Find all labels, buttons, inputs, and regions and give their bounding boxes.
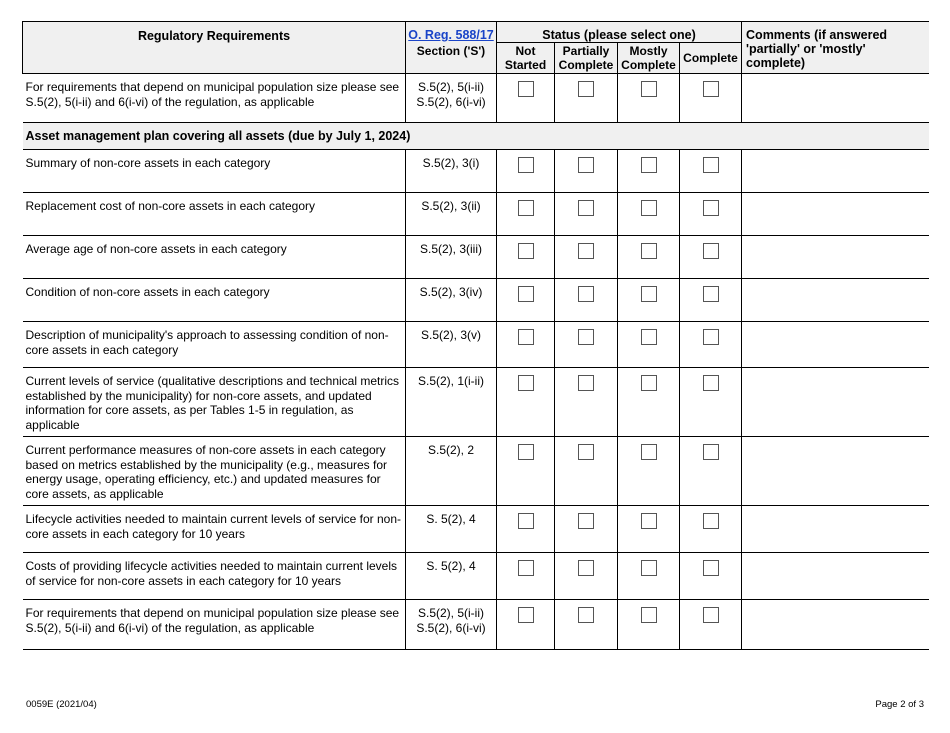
table-row bbox=[23, 322, 929, 368]
checkbox-cell bbox=[555, 553, 618, 600]
page-number: Page 2 of 3 bbox=[875, 699, 924, 710]
status-not-started: Not Started bbox=[497, 43, 555, 74]
status-complete: Complete bbox=[680, 43, 742, 74]
checkbox-cell bbox=[497, 279, 555, 322]
checkbox-cell bbox=[497, 193, 555, 236]
table-row bbox=[23, 150, 929, 193]
checkbox-mostly-complete[interactable] bbox=[641, 200, 657, 216]
checkbox-cell bbox=[497, 553, 555, 600]
table-row bbox=[23, 74, 929, 123]
checkbox-cell bbox=[497, 74, 555, 123]
requirement-text: Costs of providing lifecycle activities needed to maintain current levels of service for non-core assets in each category for 10 years bbox=[23, 553, 406, 600]
header-section: Section ('S') bbox=[406, 43, 497, 74]
checkbox-mostly-complete[interactable] bbox=[641, 286, 657, 302]
checkbox-not-started[interactable] bbox=[518, 243, 534, 259]
section-ref: S.5(2), 3(ii) bbox=[406, 193, 497, 236]
checkbox-cell bbox=[618, 322, 680, 368]
checkbox-partially-complete[interactable] bbox=[578, 560, 594, 576]
checkbox-complete[interactable] bbox=[703, 513, 719, 529]
comments-cell[interactable] bbox=[742, 506, 929, 553]
section-ref: S.5(2), 3(i) bbox=[406, 150, 497, 193]
section-ref: S. 5(2), 4 bbox=[406, 506, 497, 553]
requirement-text: Current levels of service (qualitative descriptions and technical metrics established by the municipality) for non-core assets, and updated information for core assets, as per Tables 1-5 in regulation, as applicable bbox=[23, 368, 406, 437]
checkbox-cell bbox=[555, 600, 618, 650]
comments-line-1: Comments (if answered bbox=[746, 28, 888, 42]
checkbox-mostly-complete[interactable] bbox=[641, 444, 657, 460]
checkbox-cell bbox=[497, 506, 555, 553]
table-row bbox=[23, 437, 929, 506]
requirement-text: Average age of non-core assets in each category bbox=[23, 236, 406, 279]
section-ref: S.5(2), 5(i-ii) S.5(2), 6(i-vi) bbox=[406, 600, 497, 650]
section-heading: Asset management plan covering all assets (due by July 1, 2024) bbox=[23, 123, 929, 150]
comments-cell[interactable] bbox=[742, 553, 929, 600]
checkbox-complete[interactable] bbox=[703, 286, 719, 302]
checkbox-not-started[interactable] bbox=[518, 81, 534, 97]
checkbox-cell bbox=[555, 437, 618, 506]
checkbox-partially-complete[interactable] bbox=[578, 329, 594, 345]
section-ref: S.5(2), 5(i-ii) S.5(2), 6(i-vi) bbox=[406, 74, 497, 123]
section-heading-row bbox=[23, 123, 929, 150]
checkbox-complete[interactable] bbox=[703, 157, 719, 173]
checkbox-cell bbox=[497, 368, 555, 437]
checkbox-complete[interactable] bbox=[703, 560, 719, 576]
regulation-link[interactable]: O. Reg. 588/17 bbox=[408, 28, 494, 42]
checkbox-cell bbox=[555, 279, 618, 322]
checkbox-cell bbox=[680, 506, 742, 553]
checkbox-complete[interactable] bbox=[703, 375, 719, 391]
checkbox-complete[interactable] bbox=[703, 607, 719, 623]
checkbox-complete[interactable] bbox=[703, 329, 719, 345]
checkbox-cell bbox=[618, 437, 680, 506]
checkbox-cell bbox=[680, 368, 742, 437]
checkbox-mostly-complete[interactable] bbox=[641, 81, 657, 97]
table-row bbox=[23, 193, 929, 236]
checkbox-cell bbox=[618, 193, 680, 236]
checkbox-cell bbox=[618, 553, 680, 600]
checkbox-cell bbox=[618, 74, 680, 123]
checkbox-not-started[interactable] bbox=[518, 286, 534, 302]
checkbox-not-started[interactable] bbox=[518, 157, 534, 173]
section-ref: S.5(2), 2 bbox=[406, 437, 497, 506]
section-ref: S.5(2), 3(iv) bbox=[406, 279, 497, 322]
requirement-text: Replacement cost of non-core assets in each category bbox=[23, 193, 406, 236]
checkbox-mostly-complete[interactable] bbox=[641, 375, 657, 391]
checkbox-cell bbox=[680, 600, 742, 650]
checkbox-cell bbox=[555, 236, 618, 279]
status-mostly-complete: Mostly Complete bbox=[618, 43, 680, 74]
checkbox-cell bbox=[618, 150, 680, 193]
checkbox-partially-complete[interactable] bbox=[578, 243, 594, 259]
comments-cell[interactable] bbox=[742, 193, 929, 236]
checkbox-mostly-complete[interactable] bbox=[641, 607, 657, 623]
form-number: 0059E (2021/04) bbox=[26, 699, 97, 710]
checkbox-cell bbox=[680, 74, 742, 123]
comments-line-2: 'partially' or 'mostly' complete) bbox=[746, 42, 866, 70]
checkbox-cell bbox=[618, 236, 680, 279]
checkbox-mostly-complete[interactable] bbox=[641, 157, 657, 173]
section-ref: S. 5(2), 4 bbox=[406, 553, 497, 600]
requirement-text: Condition of non-core assets in each category bbox=[23, 279, 406, 322]
checkbox-cell bbox=[680, 150, 742, 193]
checkbox-cell bbox=[680, 322, 742, 368]
header-comments bbox=[742, 22, 929, 74]
table-row bbox=[23, 506, 929, 553]
checkbox-cell bbox=[555, 150, 618, 193]
checkbox-cell bbox=[497, 600, 555, 650]
requirement-text: Summary of non-core assets in each category bbox=[23, 150, 406, 193]
checkbox-cell bbox=[618, 279, 680, 322]
checkbox-not-started[interactable] bbox=[518, 513, 534, 529]
checkbox-partially-complete[interactable] bbox=[578, 607, 594, 623]
requirement-text: For requirements that depend on municipal population size please see S.5(2), 5(i-ii) and 6(i-vi) of the regulation, as applicable bbox=[23, 74, 406, 123]
checkbox-not-started[interactable] bbox=[518, 607, 534, 623]
header-requirements: Regulatory Requirements bbox=[23, 22, 406, 74]
table-row bbox=[23, 236, 929, 279]
header-regulation-cell bbox=[406, 22, 497, 43]
requirement-text: Lifecycle activities needed to maintain current levels of service for non-core assets in each category for 10 years bbox=[23, 506, 406, 553]
checkbox-complete[interactable] bbox=[703, 200, 719, 216]
checkbox-cell bbox=[555, 506, 618, 553]
checkbox-cell bbox=[618, 600, 680, 650]
checkbox-cell bbox=[680, 553, 742, 600]
checkbox-cell bbox=[497, 236, 555, 279]
checkbox-cell bbox=[618, 368, 680, 437]
checkbox-cell bbox=[680, 236, 742, 279]
checkbox-cell bbox=[555, 368, 618, 437]
comments-cell[interactable] bbox=[742, 322, 929, 368]
table-row bbox=[23, 600, 929, 650]
checkbox-cell bbox=[555, 322, 618, 368]
checkbox-not-started[interactable] bbox=[518, 444, 534, 460]
checkbox-cell bbox=[497, 437, 555, 506]
comments-cell[interactable] bbox=[742, 236, 929, 279]
comments-cell[interactable] bbox=[742, 437, 929, 506]
checkbox-mostly-complete[interactable] bbox=[641, 329, 657, 345]
table-row bbox=[23, 279, 929, 322]
section-ref: S.5(2), 1(i-ii) bbox=[406, 368, 497, 437]
checkbox-partially-complete[interactable] bbox=[578, 81, 594, 97]
comments-cell[interactable] bbox=[742, 600, 929, 650]
table-row bbox=[23, 553, 929, 600]
checkbox-partially-complete[interactable] bbox=[578, 375, 594, 391]
checkbox-cell bbox=[680, 193, 742, 236]
checkbox-cell bbox=[497, 322, 555, 368]
checkbox-mostly-complete[interactable] bbox=[641, 560, 657, 576]
checkbox-not-started[interactable] bbox=[518, 375, 534, 391]
checkbox-partially-complete[interactable] bbox=[578, 444, 594, 460]
comments-cell[interactable] bbox=[742, 74, 929, 123]
checkbox-partially-complete[interactable] bbox=[578, 513, 594, 529]
section-ref: S.5(2), 3(iii) bbox=[406, 236, 497, 279]
checkbox-mostly-complete[interactable] bbox=[641, 243, 657, 259]
checkbox-not-started[interactable] bbox=[518, 560, 534, 576]
checkbox-partially-complete[interactable] bbox=[578, 157, 594, 173]
requirement-text: Current performance measures of non-core assets in each category based on metrics established by the municipality (e.g., measures for energy usage, operating efficiency, etc.) and updated measures for core assets, as applicable bbox=[23, 437, 406, 506]
checkbox-mostly-complete[interactable] bbox=[641, 513, 657, 529]
header-status: Status (please select one) bbox=[497, 22, 742, 43]
checkbox-cell bbox=[680, 279, 742, 322]
checkbox-cell bbox=[680, 437, 742, 506]
checkbox-cell bbox=[555, 193, 618, 236]
comments-cell[interactable] bbox=[742, 150, 929, 193]
checkbox-cell bbox=[618, 506, 680, 553]
checkbox-cell bbox=[555, 74, 618, 123]
table-row bbox=[23, 368, 929, 437]
comments-cell[interactable] bbox=[742, 279, 929, 322]
comments-cell[interactable] bbox=[742, 368, 929, 437]
checkbox-cell bbox=[497, 150, 555, 193]
requirements-table bbox=[22, 21, 929, 650]
requirement-text: For requirements that depend on municipal population size please see S.5(2), 5(i-ii) and 6(i-vi) of the regulation, as applicable bbox=[23, 600, 406, 650]
checkbox-complete[interactable] bbox=[703, 444, 719, 460]
checkbox-not-started[interactable] bbox=[518, 200, 534, 216]
checkbox-partially-complete[interactable] bbox=[578, 286, 594, 302]
checkbox-complete[interactable] bbox=[703, 81, 719, 97]
checkbox-not-started[interactable] bbox=[518, 329, 534, 345]
status-partially-complete: Partially Complete bbox=[555, 43, 618, 74]
requirement-text: Description of municipality's approach to assessing condition of non-core assets in each category bbox=[23, 322, 406, 368]
section-ref: S.5(2), 3(v) bbox=[406, 322, 497, 368]
checkbox-partially-complete[interactable] bbox=[578, 200, 594, 216]
checkbox-complete[interactable] bbox=[703, 243, 719, 259]
